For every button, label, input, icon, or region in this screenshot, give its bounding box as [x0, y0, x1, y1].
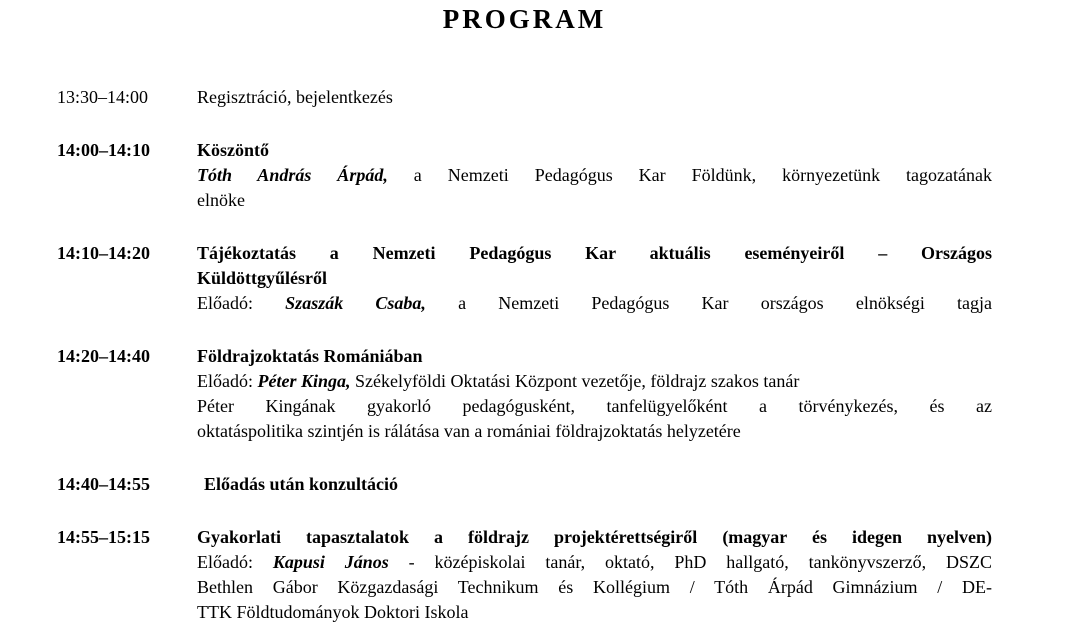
- schedule-row: [57, 138, 992, 213]
- text-line: [197, 138, 992, 163]
- text-segment: Székelyföldi Oktatási Központ vezetője, földrajz szakos tanár: [350, 371, 800, 391]
- text-line: [197, 575, 992, 600]
- speaker-name: Tóth András Árpád,: [197, 165, 388, 185]
- time-range: 13:30–14:00: [57, 87, 149, 107]
- speaker-name: Szaszák Csaba,: [285, 293, 426, 313]
- document-title: PROGRAM: [442, 4, 607, 34]
- text-line: [197, 344, 992, 369]
- entry-content: [197, 525, 992, 625]
- schedule-list: [57, 85, 992, 625]
- text-segment: Köszöntő: [197, 140, 269, 160]
- schedule-row: [57, 85, 992, 110]
- text-line: [197, 394, 992, 419]
- text-segment: oktatáspolitika szintjén is rálátása van a romániai földrajzoktatás helyzetére: [197, 421, 741, 441]
- schedule-row: [57, 525, 992, 625]
- text-segment: - középiskolai tanár, oktató, PhD hallgató, tankönyvszerző, DSZC: [388, 552, 992, 572]
- text-segment: TTK Földtudományok Doktori Iskola: [197, 602, 469, 622]
- text-line: [197, 85, 992, 110]
- schedule-row: [57, 472, 992, 497]
- text-segment: Küldöttgyűlésről: [197, 268, 328, 288]
- entry-content: [197, 85, 992, 110]
- text-segment: elnöke: [197, 190, 245, 210]
- text-segment: Tájékoztatás a Nemzeti Pedagógus Kar aktuális eseményeiről – Országos: [197, 243, 992, 263]
- time-range: 14:20–14:40: [57, 346, 150, 366]
- text-segment: Előadó:: [197, 552, 273, 572]
- entry-content: [197, 138, 992, 213]
- schedule-row: [57, 241, 992, 316]
- time-range: 14:55–15:15: [57, 527, 150, 547]
- time-range: 14:00–14:10: [57, 140, 150, 160]
- text-segment: Előadó:: [197, 371, 258, 391]
- text-segment: Péter Kingának gyakorló pedagógusként, tanfelügyelőként a törvénykezés, és az: [197, 396, 992, 416]
- text-segment: Előadás után konzultáció: [204, 474, 399, 494]
- text-segment: a Nemzeti Pedagógus Kar országos elnökségi tagja: [425, 293, 992, 313]
- text-line: [197, 188, 992, 213]
- entry-content: [197, 472, 992, 497]
- text-segment: Bethlen Gábor Közgazdasági Technikum és Kollégium / Tóth Árpád Gimnázium / DE-: [197, 577, 992, 597]
- text-segment: Regisztráció, bejelentkezés: [197, 87, 393, 107]
- schedule-row: [57, 344, 992, 444]
- text-segment: Előadó:: [197, 293, 286, 313]
- text-line: [197, 266, 992, 291]
- speaker-name: Péter Kinga,: [257, 371, 351, 391]
- text-segment: a Nemzeti Pedagógus Kar Földünk, környezetünk tagozatának: [387, 165, 992, 185]
- text-line: [197, 291, 992, 316]
- text-line: [197, 369, 992, 394]
- text-line: [197, 241, 992, 266]
- text-line: [197, 163, 992, 188]
- text-line: [197, 525, 992, 550]
- text-line: [197, 472, 992, 497]
- text-line: [197, 600, 992, 625]
- time-range: 14:10–14:20: [57, 243, 150, 263]
- text-line: [197, 550, 992, 575]
- text-line: [197, 419, 992, 444]
- time-range: 14:40–14:55: [57, 474, 150, 494]
- text-segment: Földrajzoktatás Romániában: [197, 346, 423, 366]
- text-segment: Gyakorlati tapasztalatok a földrajz projektérettségiről (magyar és idegen nyelven): [197, 527, 992, 547]
- speaker-name: Kapusi János: [272, 552, 389, 572]
- entry-content: [197, 344, 992, 444]
- entry-content: [197, 241, 992, 316]
